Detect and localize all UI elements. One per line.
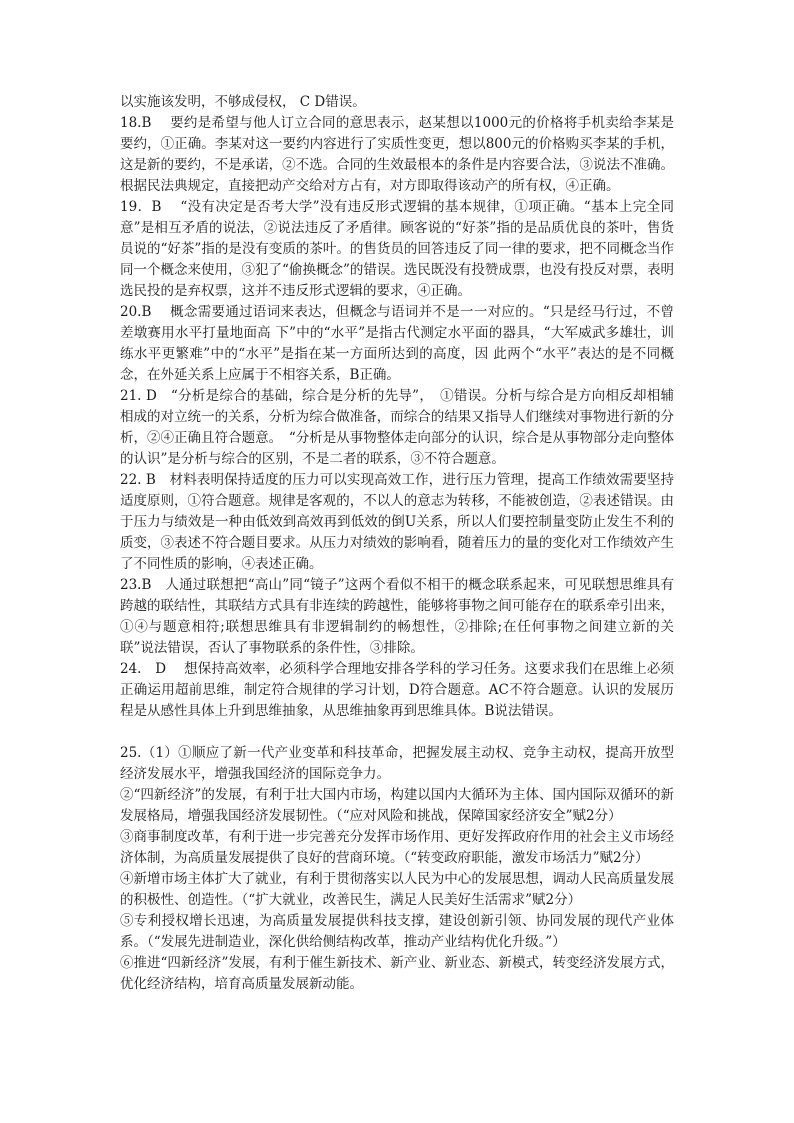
paragraph-answer-22: 22. B 材料表明保持适度的压力可以实现高效工作，进行压力管理，提高工作绩效需要坚持适度原则，①符合题意。规律是客观的，不以人的意志为转移，不能被创造，②表述错误。由于压力与绩效是一种由低效到高效再到低效的倒U关系，所以人们要控制量变防止发生不利的质变，③表述不符合题目要求。从压力对绩效的影响看，随着压力的量的变化对工作绩效产生了不同性质的影响，④表述正确。 [120, 472, 674, 572]
paragraph-17-tail: 以实施该发明，不够成侵权， C D错误。 [120, 94, 366, 110]
section-gap [120, 722, 674, 743]
q25-point-6: ⑥推进“四新经济”发展，有利于催生新技术、新产业、新业态、新模式，转变经济发展方式，优化经济结构，培育高质量发展新动能。 [120, 955, 674, 992]
q25-point-4: ④新增市场主体扩大了就业，有利于贯彻落实以人民为中心的发展思想，调动人民高质量发展的积极性、创造性。（“扩大就业，改善民生，满足人民美好生活需求”赋2分） [120, 871, 674, 908]
q25-point-1: 25.（1）①顺应了新一代产业变革和科技革命，把握发展主动权、竞争主动权，提高开放型经济发展水平，增强我国经济的国际竞争力。 [120, 745, 674, 782]
q25-point-2: ②“四新经济”的发展，有利于壮大国内市场，构建以国内大循环为主体、国内国际双循环的新发展格局，增强我国经济发展韧性。（“应对风险和挑战，保障国家经济安全”赋2分） [120, 787, 674, 824]
document-body [120, 92, 674, 995]
paragraph-answer-21: 21. D “分析是综合的基础，综合是分析的先导”， ①错误。分析与综合是方向相反却相辅相成的对立统一的关系，分析为综合做准备，而综合的结果又指导人们继续对事物进行新的分析，②④正确且符合题意。 “分析是从事物整体走向部分的认识，综合是从事物部分走向整体的认识”是分析与综合的区别，不是二者的联系，③不符合题意。 [120, 388, 674, 467]
q25-point-3: ③商事制度改革，有利于进一步完善充分发挥市场作用、更好发挥政府作用的社会主义市场经济体制，为高质量发展提供了良好的营商环境。（“转变政府职能，激发市场活力”赋2分） [120, 829, 674, 866]
paragraph-answer-18: 18.B 要约是希望与他人订立合同的意思表示，赵某想以1000元的价格将手机卖给李某是要约，①正确。李某对这一要约内容进行了实质性变更，想以800元的价格购买李某的手机，这是新的要约，不是承诺，②不选。合同的生效最根本的条件是内容要合法，③说法不准确。根据民法典规定，直接把动产交给对方占有，对方即取得该动产的所有权，④正确。 [120, 115, 674, 194]
paragraph-answer-24: 24. D 想保持高效率，必须科学合理地安排各学科的学习任务。这要求我们在思维上必须正确运用超前思维，制定符合规律的学习计划，D符合题意。AC不符合题意。认识的发展历程是从感性具体上升到思维抽象，从思维抽象再到思维具体。B说法错误。 [120, 661, 674, 719]
paragraph-answer-20: 20.B 概念需要通过语词来表达，但概念与语词并不是一一对应的。“只是经马行过，不曾差墩赛用水平打量地面高 下”中的“水平”是指古代测定水平面的器具，“大军威武多雄壮，训练水平更繁难”中的“水平”是指在某一方面所达到的高度，因 此两个“水平”表达的是不同概念，在外延关系上应属于不相容关系，B正确。 [120, 304, 674, 383]
q25-point-5: ⑤专利授权增长迅速，为高质量发展提供科技支撑，建设创新引领、协同发展的现代产业体系。（“发展先进制造业，深化供给侧结构改革，推动产业结构优化升级。”） [120, 913, 674, 950]
paragraph-answer-23: 23.B 人通过联想把“高山”同“镜子”这两个看似不相干的概念联系起来，可见联想思维具有跨越的联结性，其联结方式具有非连续的跨越性，能够将事物之间可能存在的联系牵引出来，①④与题意相符;联想思维具有非逻辑制约的畅想性，②排除;在任何事物之间建立新的关联”说法错误，否认了事物联系的条件性，③排除。 [120, 577, 674, 656]
paragraph-answer-19: 19．B “没有决定是否考大学”没有违反形式逻辑的基本规律，①项正确。“基本上完全同意”是相互矛盾的说法，②说法违反了矛盾律。顾客说的“好茶”指的是品质优良的茶叶，售货员说的“好茶”指的是没有变质的茶叶。的售货员的回答违反了同一律的要求，把不同概念当作同一个概念来使用，③犯了“偷换概念”的错误。选民既没有投赞成票，也没有投反对票，表明选民投的是弃权票，这并不违反形式逻辑的要求，④正确。 [120, 199, 674, 299]
